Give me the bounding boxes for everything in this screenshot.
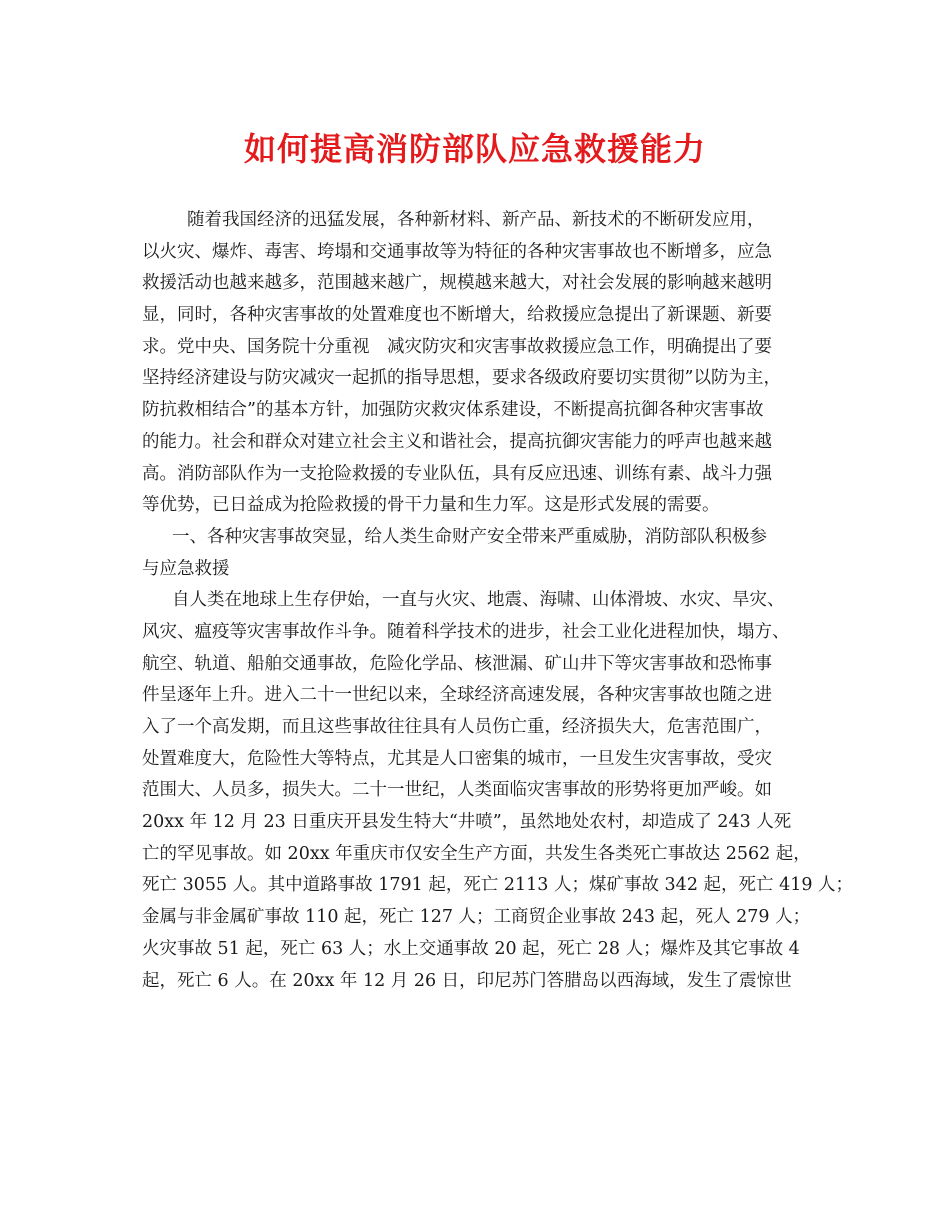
text-line: 自人类在地球上生存伊始，一直与火灾、地震、海啸、山体滑坡、水灾、旱灾、 [172, 590, 785, 611]
text-line: 件呈逐年上升。进入二十一世纪以来，全球经济高速发展，各种灾害事故也随之进 [142, 685, 772, 706]
text-line: 随着我国经济的迅猛发展，各种新材料、新产品、新技术的不断研发应用， [187, 210, 765, 230]
text-line: 求。党中央、国务院十分重视 减灾防灾和灾害事故救援应急工作，明确提出了要 [142, 336, 772, 357]
document-body [142, 205, 854, 997]
text-line: 显，同时，各种灾害事故的处置难度也不断增大，给救援应急提出了新课题、新要 [142, 305, 772, 326]
text-line: 20xx 年 12 月 23 日重庆开县发生特大“井喷”，虽然地处农村，却造成了 243 人死 [142, 812, 792, 833]
text-line: 入了一个高发期，而且这些事故往往具有人员伤亡重，经济损失大，危害范围广， [142, 717, 772, 737]
text-line: 救援活动也越来越多，范围越来越广，规模越来越大，对社会发展的影响越来越明 [142, 273, 772, 294]
text-line: 处置难度大，危险性大等特点，尤其是人口密集的城市，一旦发生灾害事故，受灾 [142, 748, 772, 769]
text-line: 范围大、人员多，损失大。二十一世纪，人类面临灾害事故的形势将更加严峻。如 [142, 780, 772, 801]
text-line: 等优势，已日益成为抢险救援的骨干力量和生力军。这是形式发展的需要。 [142, 495, 720, 516]
text-line: 风灾、瘟疫等灾害事故作斗争。随着科学技术的进步，社会工业化进程加快，塌方、 [142, 621, 790, 642]
text-line: 火灾事故 51 起，死亡 63 人；水上交通事故 20 起，死亡 28 人；爆炸及其它事故 4 [142, 938, 800, 959]
text-line: 高。消防部队作为一支抢险救援的专业队伍，具有反应迅速、训练有素、战斗力强 [142, 463, 772, 484]
text-line: 金属与非金属矿事故 110 起，死亡 127 人；工商贸企业事故 243 起，死人 279 人； [142, 907, 811, 928]
text-line: 坚持经济建设与防灾减灾一起抓的指导思想，要求各级政府要切实贯彻”以防为主， [142, 368, 781, 389]
section-heading-line: 与应急救援 [142, 558, 230, 579]
text-line: 航空、轨道、船舶交通事故，危险化学品、核泄漏、矿山井下等灾害事故和恐怖事 [142, 653, 772, 674]
text-line: 起，死亡 6 人。在 20xx 年 12 月 26 日，印尼苏门答腊岛以西海域，发生了震惊世 [142, 970, 792, 991]
text-line: 防抗救相结合”的基本方针，加强防灾救灾体系建设，不断提高抗御各种灾害事故 [142, 400, 764, 421]
text-line: 亡的罕见事故。如 20xx 年重庆市仅安全生产方面，共发生各类死亡事故达 2562 起， [142, 843, 811, 864]
text-line: 死亡 3055 人。其中道路事故 1791 起，死亡 2113 人；煤矿事故 342 起，死亡 419 人； [142, 875, 854, 896]
document-title: 如何提高消防部队应急救援能力 [243, 130, 706, 168]
text-line: 以火灾、爆炸、毒害、垮塌和交通事故等为特征的各种灾害事故也不断增多，应急 [142, 241, 772, 262]
text-line: 的能力。社会和群众对建立社会主义和谐社会，提高抗御灾害能力的呼声也越来越 [142, 431, 772, 452]
section-heading-line: 一、各种灾害事故突显，给人类生命财产安全带来严重威胁，消防部队积极参 [172, 526, 767, 547]
